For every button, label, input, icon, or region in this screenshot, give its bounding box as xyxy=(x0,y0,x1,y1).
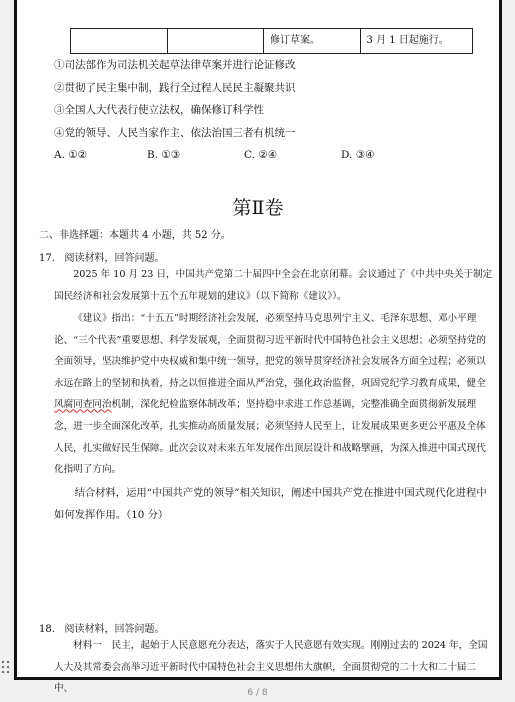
table-cell: 3 月 1 日起施行。 xyxy=(366,35,449,46)
option-2: ②贯彻了民主集中制，践行全过程人民民主凝聚共识 xyxy=(54,82,296,94)
q17-paragraph-1 xyxy=(54,264,494,307)
paragraph-text-a: 《建议》指出：“十五五”时期经济社会发展，必须坚持马克思列宁主义、毛泽东思想、邓小平理论、“三个代表”重要思想、科学发展观，全面贯彻习近平新时代中国特色社会主义思想；必须坚持党的全面领导，坚决维护党中央权威和集中统一领导，把党的领导贯穿经济社会发展各方面全过程；必须以永远在路上的坚韧和执着，持之以恒推进全面从严治党，强化政治监督，巩固党纪学习教育成果，健全 xyxy=(54,313,486,389)
table-cell xyxy=(71,29,168,53)
section-intro: 二、非选择题：本题共 4 小题，共 52 分。 xyxy=(39,230,231,241)
paragraph-text-c: 机制，深化纪检监察体制改革；坚持稳中求进工作总基调，完整准确全面贯彻新发展理念，进一步全面深化改革，扎实推动高质量发展；必须坚持人民至上，让发展成果更多更公平惠及全体人民，扎实做好民生保障。此次会议对未来五年发展作出顶层设计和战略擘画，为深入推进中国式现代化指明了方向。 xyxy=(54,399,486,476)
table-cell: 修订草案。 xyxy=(264,29,361,53)
choice-d: D. ③④ xyxy=(341,149,375,161)
choice-b: B. ①③ xyxy=(147,149,181,161)
question-number: 17. xyxy=(39,253,55,264)
drag-handle-icon[interactable] xyxy=(1,660,11,674)
option-3: ③全国人大代表行使立法权，确保修订科学性 xyxy=(54,104,264,116)
option-1: ①司法部作为司法机关起草法律草案并进行论证修改 xyxy=(54,59,296,71)
paragraph-text: 材料一 民主，起始于人民意愿充分表达，落实于人民意愿有效实现。刚刚过去的 2024 年，全国人大及其常委会高举习近平新时代中国特色社会主义思想伟大旗帜，全面贯彻党的二十大和二十届二中、 xyxy=(54,640,488,695)
question-number: 18. xyxy=(39,624,55,635)
table-cell xyxy=(168,29,265,53)
choice-a: A. ①② xyxy=(54,149,88,161)
question-prompt: 阅读材料，回答问题。 xyxy=(64,253,165,264)
section-title: 第Ⅱ卷 xyxy=(232,197,284,219)
option-4: ④党的领导、人民当家作主、依法治国三者有机统一 xyxy=(54,127,296,139)
question-17-header xyxy=(39,249,164,264)
page-number: 6 / 8 xyxy=(247,688,268,698)
paragraph-text xyxy=(54,308,494,481)
table-row xyxy=(70,28,473,54)
q17-paragraph-2 xyxy=(54,308,494,481)
question-prompt: 阅读材料，回答问题。 xyxy=(64,624,165,635)
question-18-header xyxy=(39,620,164,635)
task-text: 结合材料，运用“中国共产党的领导”相关知识，阐述中国共产党在推进中国式现代化进程中如何发挥作用。（10 分） xyxy=(54,487,487,521)
paragraph-text-underlined: 风腐同查同治 xyxy=(54,399,112,411)
q17-task xyxy=(54,482,494,526)
choice-c: C. ②④ xyxy=(244,149,278,161)
paragraph-text: 2025 年 10 月 23 日，中国共产党第二十届四中全会在北京闭幕。会议通过了《中共中央关于制定国民经济和社会发展第十五个五年规划的建议》（以下简称《建议》）。 xyxy=(54,269,493,302)
